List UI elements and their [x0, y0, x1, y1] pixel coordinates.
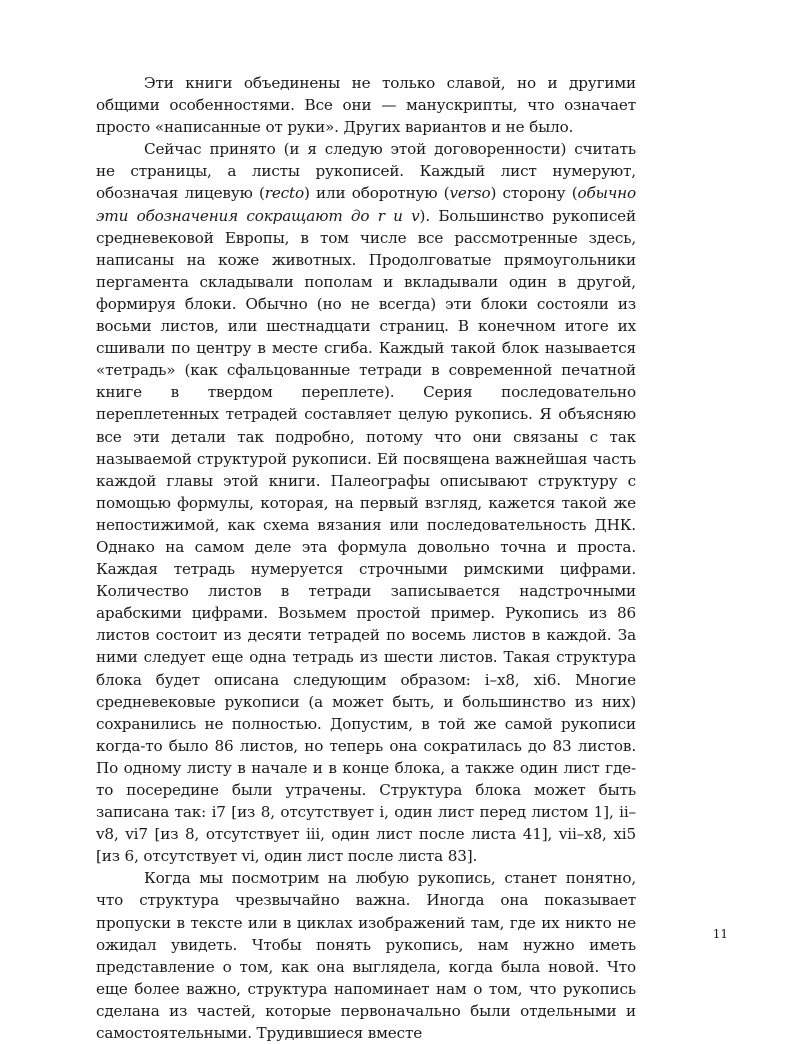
text-run: Когда мы посмотрим на любую рукопись, станет понятно, что структура чрезвычайно важна. Иногда она показывает пропуски в тексте или в циклах изображений там, где их никто не ожидал увидеть. Чтобы понять рукопись, нам нужно иметь представление о том, как она выглядела, когда была новой. Что еще более важно, структура напоминает нам о том, что рукопись сделана из частей, которые первоначально были отдельными и самостоятельными. Трудившиеся вместе [96, 869, 636, 1043]
text-run: ). Большинство рукописей средневековой Европы, в том числе все рассмотренные здесь, написаны на коже животных. Продолговатые прямоугольники пергамента складывали пополам и вкладывали один в другой, формируя блоки. Обычно (но не всегда) эти блоки состояли из восьми листов, или шестнадцати страниц. В конечном итоге их сшивали по центру в месте сгиба. Каждый такой блок называется «тетрадь» (как сфальцованные тетради в современной печатной книге в твердом переплете). Серия последовательно переплетенных тетрадей составляет целую рукопись. Я объясняю все эти детали так подробно, потому что они связаны с так называемой структурой рукописи. Ей посвящена важнейшая часть каждой главы этой книги. Палеографы описывают структуру с помощью формулы, которая, на первый взгляд, кажется такой же непостижимой, как схема вязания или последовательность ДНК. Однако на самом деле эта формула довольно точна и проста. Каждая тетрадь нумеруется строчными римскими цифрами. Количество листов в тетради записывается надстрочными арабскими цифрами. Возьмем простой пример. Рукопись из 86 листов состоит из десяти тетрадей по восемь листов в каждой. За ними следует еще одна тетрадь из шести листов. Такая структура блока будет описана следующим образом: i–x8, xi6. Многие средневековые рукописи (а может быть, и большинство из них) сохранились не полностью. Допустим, в той же самой рукописи когда-то было 86 листов, но теперь она сократилась до 83 листов. По одному листу в начале и в конце блока, а также один лист где-то посередине были утрачены. Структура блока может быть записана так: i7 [из 8, отсутствует i, один лист перед листом 1], ii–v8, vi7 [из 8, отсутствует iii, один лист после листа 41], vii–x8, xi5 [из 6, отсутствует vi, один лист после листа 83]. [96, 206, 636, 866]
paragraph-3 [96, 867, 636, 1044]
italic-note: обычно эти обозначения сокращают до r и v [96, 184, 636, 225]
body-text [96, 72, 636, 1044]
document-page [96, 72, 636, 1044]
text-run: ) или оборотную ( [304, 184, 450, 203]
italic-term-recto: recto [264, 184, 304, 203]
text-run: Эти книги объединены не только славой, но и другими общими особенностями. Все они — манускрипты, что означает просто «написанные от руки». Других вариантов и не было. [96, 74, 636, 137]
page-number: 11 [712, 927, 728, 941]
italic-term-verso: verso [449, 184, 491, 203]
text-run: Сейчас принято (и я следую этой договоренности) считать не страницы, а листы рукописей. Каждый лист нумеруют, обозначая лицевую ( [96, 140, 636, 203]
paragraph-1 [96, 72, 636, 138]
paragraph-2 [96, 138, 636, 867]
text-run: ) сторону ( [490, 184, 578, 203]
